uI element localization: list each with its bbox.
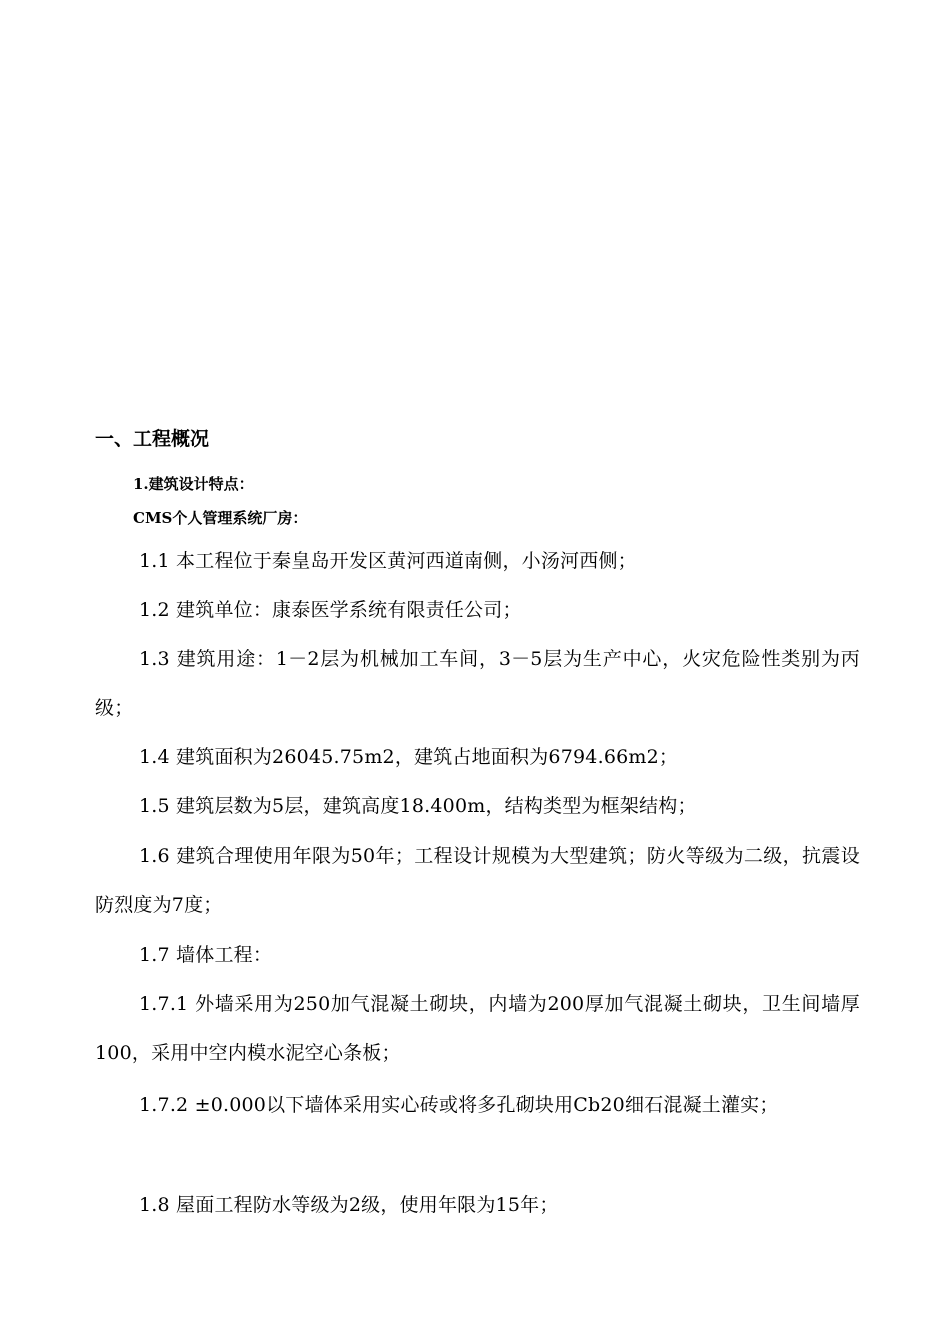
paragraph-1-7: 1.7 墙体工程： [139, 944, 273, 966]
subheading-factory: CMS个人管理系统厂房： [133, 509, 308, 527]
paragraph-1-8: 1.8 屋面工程防水等级为2级，使用年限为15年； [139, 1194, 559, 1216]
paragraph-1-5: 1.5 建筑层数为5层，建筑高度18.400m，结构类型为框架结构； [139, 795, 697, 817]
paragraph-1-2: 1.2 建筑单位：康泰医学系统有限责任公司； [139, 599, 522, 621]
paragraph-1-1: 1.1 本工程位于秦皇岛开发区黄河西道南侧，小汤河西侧； [139, 550, 637, 572]
paragraph-1-7-2: 1.7.2 ±0.000以下墙体采用实心砖或将多孔砌块用Cb20细石混凝土灌实； [139, 1094, 779, 1116]
paragraph-1-4: 1.4 建筑面积为26045.75m2，建筑占地面积为6794.66m2； [139, 746, 679, 768]
section-title: 一、工程概况 [95, 428, 210, 450]
subheading-design-features: 1.建筑设计特点： [133, 475, 254, 493]
paragraph-1-7-1: 1.7.1 外墙采用为250加气混凝土砌块，内墙为200厚加气混凝土砌块，卫生间墙厚100，采用中空内模水泥空心条板； [95, 993, 860, 1064]
paragraph-1-6: 1.6 建筑合理使用年限为50年；工程设计规模为大型建筑；防火等级为二级，抗震设防烈度为7度； [95, 845, 860, 916]
paragraph-1-3: 1.3 建筑用途：1－2层为机械加工车间，3－5层为生产中心，火灾危险性类别为丙级； [95, 648, 860, 719]
